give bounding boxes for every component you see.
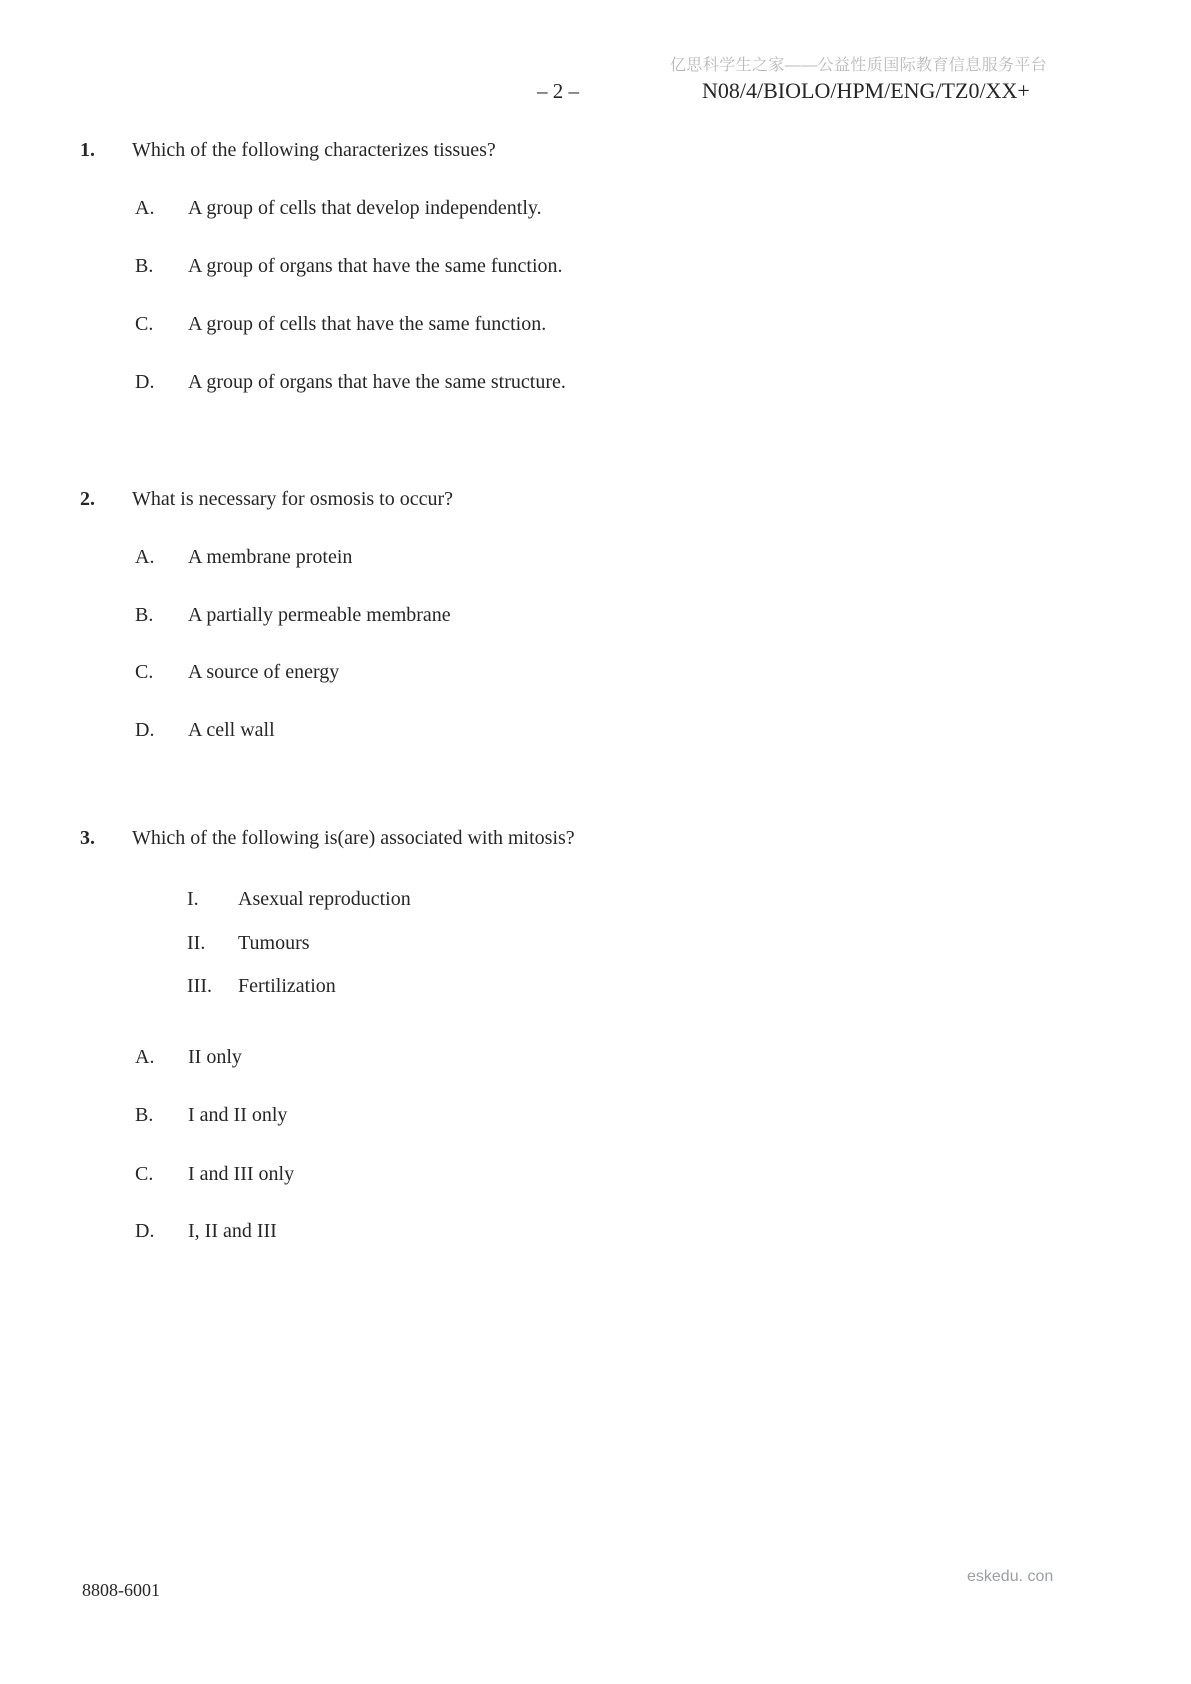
question-2-option-c xyxy=(135,659,339,685)
option-letter: B. xyxy=(135,1104,154,1126)
option-letter: A. xyxy=(135,546,155,568)
list-item-numeral: II. xyxy=(187,932,206,954)
option-letter: D. xyxy=(135,1220,155,1242)
question-3-item-i xyxy=(187,886,411,912)
question-1 xyxy=(80,137,496,163)
option-text: A source of energy xyxy=(188,661,340,683)
footer-site-watermark: eskedu. con xyxy=(967,1568,1054,1585)
option-text: II only xyxy=(188,1046,242,1068)
list-item-text: Fertilization xyxy=(238,975,336,997)
option-letter: C. xyxy=(135,661,154,683)
option-text: I and III only xyxy=(188,1163,295,1185)
option-text: A group of organs that have the same function. xyxy=(188,255,563,277)
option-letter: C. xyxy=(135,1163,154,1185)
option-text: A membrane protein xyxy=(188,546,353,568)
option-letter: D. xyxy=(135,371,155,393)
question-number: 2. xyxy=(80,488,95,510)
question-2-option-d xyxy=(135,717,275,743)
option-text: A group of organs that have the same structure. xyxy=(188,371,566,393)
question-3-option-a xyxy=(135,1044,242,1070)
option-text: A cell wall xyxy=(188,719,275,741)
question-text: Which of the following is(are) associated with mitosis? xyxy=(132,827,575,849)
question-3-option-d xyxy=(135,1218,277,1244)
option-text: I, II and III xyxy=(188,1220,277,1242)
list-item-numeral: I. xyxy=(187,888,199,910)
question-2-option-a xyxy=(135,544,352,570)
question-number: 3. xyxy=(80,827,95,849)
question-3-item-iii xyxy=(187,973,336,999)
page-number: – 2 – xyxy=(537,79,579,103)
question-text: Which of the following characterizes tissues? xyxy=(132,139,496,161)
question-2 xyxy=(80,486,453,512)
question-number: 1. xyxy=(80,139,95,161)
option-letter: A. xyxy=(135,1046,155,1068)
question-3-item-ii xyxy=(187,930,310,956)
footer-paper-code: 8808-6001 xyxy=(82,1580,160,1600)
option-letter: B. xyxy=(135,255,154,277)
question-3-option-b xyxy=(135,1102,287,1128)
option-text: A partially permeable membrane xyxy=(188,604,451,626)
question-text: What is necessary for osmosis to occur? xyxy=(132,488,454,510)
option-text: A group of cells that have the same function. xyxy=(188,313,547,335)
option-letter: C. xyxy=(135,313,154,335)
list-item-text: Asexual reproduction xyxy=(238,888,411,910)
question-3 xyxy=(80,825,575,851)
question-1-option-a xyxy=(135,195,542,221)
question-1-option-b xyxy=(135,253,563,279)
list-item-text: Tumours xyxy=(238,932,310,954)
option-letter: B. xyxy=(135,604,154,626)
option-text: A group of cells that develop independently. xyxy=(188,197,542,219)
header-watermark: 亿思科学生之家——公益性质国际教育信息服务平台 xyxy=(670,57,1048,74)
list-item-numeral: III. xyxy=(187,975,212,997)
question-3-option-c xyxy=(135,1161,294,1187)
question-1-option-c xyxy=(135,311,546,337)
option-letter: D. xyxy=(135,719,155,741)
option-text: I and II only xyxy=(188,1104,288,1126)
question-2-option-b xyxy=(135,602,451,628)
paper-code: N08/4/BIOLO/HPM/ENG/TZ0/XX+ xyxy=(702,78,1030,103)
question-1-option-d xyxy=(135,369,566,395)
option-letter: A. xyxy=(135,197,155,219)
